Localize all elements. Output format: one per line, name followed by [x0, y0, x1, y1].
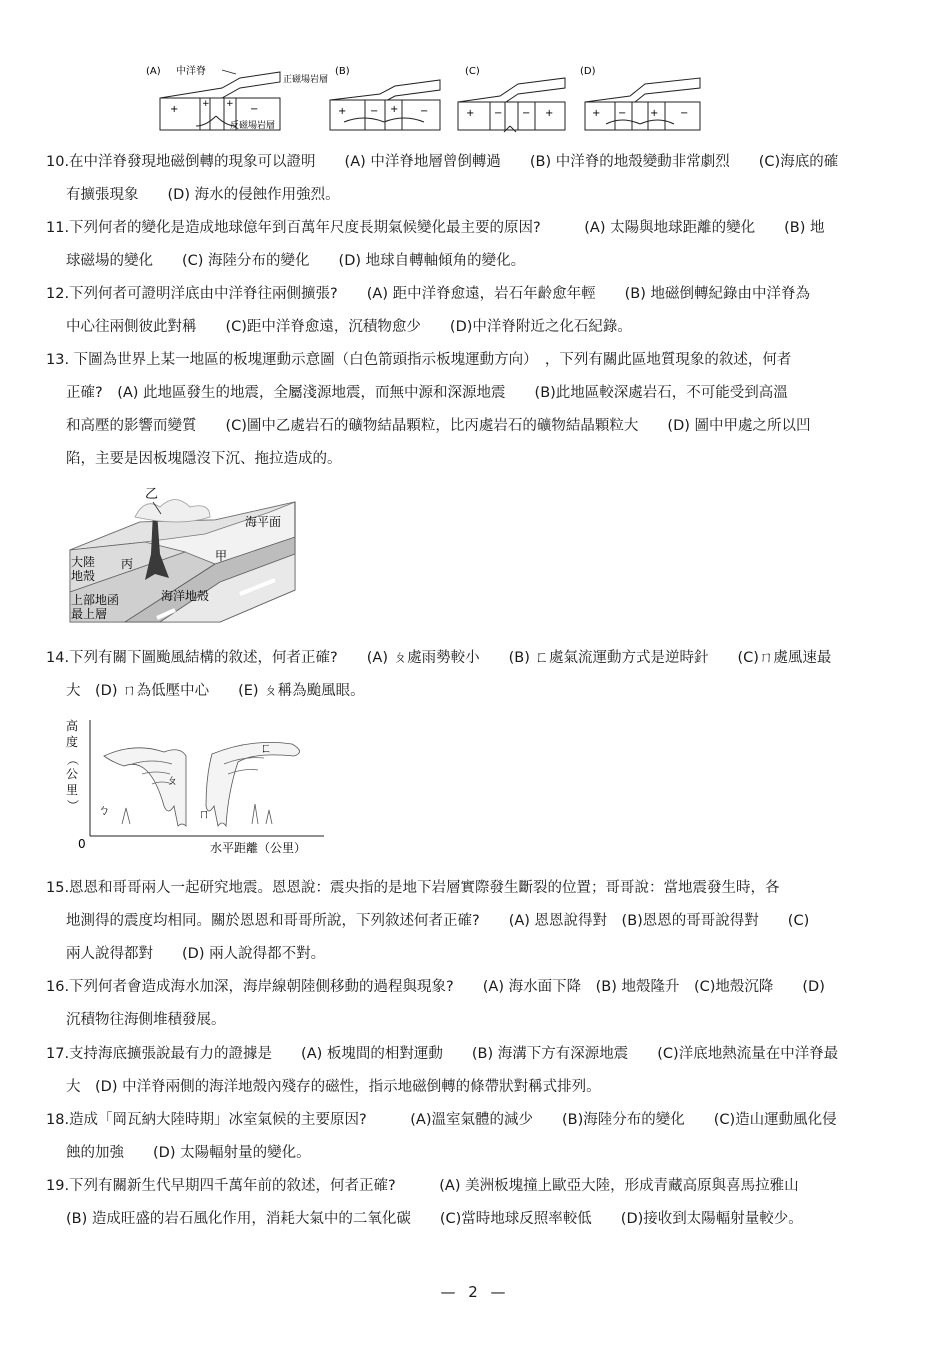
question-10-line-2: 有擴張現象 (D) 海水的侵蝕作用強烈。: [66, 187, 340, 203]
svg-text:+: +: [466, 108, 475, 119]
panel-d-diagram: [580, 66, 700, 130]
question-12-line-2: 中心往兩側彼此對稱 (C)距中洋脊愈遠，沉積物愈少 (D)中洋脊附近之化石紀錄。: [66, 319, 632, 335]
question-10: [46, 146, 910, 212]
question-16: [46, 971, 910, 1037]
svg-text:−: −: [680, 108, 689, 119]
typhoon-label-bo: ㄅ: [98, 803, 111, 817]
question-15-line-2: 地測得的震度均相同。關於恩恩和哥哥所說，下列敘述何者正確? (A) 恩恩說得對 (B)恩恩的哥哥說得對 (C): [66, 913, 810, 929]
typhoon-xlabel: 水平距離（公里）: [210, 841, 307, 855]
question-11-line-2: 球磁場的變化 (C) 海陸分布的變化 (D) 地球自轉軸傾角的變化。: [66, 253, 526, 269]
svg-text:公: 公: [66, 767, 79, 781]
svg-text:+: +: [202, 99, 210, 109]
label-sea-level: 海平面: [245, 515, 282, 529]
question-13: [46, 344, 910, 476]
typhoon-label-po: ㄆ: [166, 773, 179, 787]
question-10-line-1: 10.在中洋脊發現地磁倒轉的現象可以證明 (A) 中洋脊地層曾倒轉過 (B) 中洋脊的地殼變動非常劇烈 (C)海底的確: [46, 154, 839, 170]
question-17: [46, 1038, 910, 1104]
reverse-polarity-label: 反磁場岩層: [230, 121, 276, 131]
panel-d-label: (D): [580, 66, 596, 77]
svg-text:+: +: [226, 99, 234, 109]
typhoon-origin: 0: [78, 837, 86, 851]
svg-text:+: +: [545, 108, 554, 119]
panel-a-label: (A): [146, 66, 161, 77]
question-13-line-4: 陷，主要是因板塊隱沒下沉、拖拉造成的。: [66, 451, 342, 467]
panel-b-diagram: [330, 66, 440, 130]
svg-text:−: −: [618, 108, 627, 119]
question-18: [46, 1104, 910, 1170]
svg-text:−: −: [370, 106, 379, 117]
panel-a-diagram: [146, 64, 328, 131]
svg-text:−: −: [522, 108, 531, 119]
svg-text:+: +: [650, 108, 659, 119]
panel-c-label: (C): [465, 66, 480, 77]
svg-text:+: +: [592, 108, 601, 119]
question-12: [46, 278, 910, 344]
normal-polarity-label: 正磁場岩層: [283, 75, 329, 85]
mid-ocean-ridge-label: 中洋脊: [176, 66, 206, 77]
page-number: — 2 —: [440, 1283, 510, 1301]
seafloor-spreading-figure: [140, 60, 720, 135]
label-yi: 乙: [145, 487, 159, 502]
svg-text:︵: ︵: [67, 753, 80, 767]
question-16-line-2: 沉積物往海側堆積發展。: [66, 1012, 226, 1028]
question-18-line-1: 18.造成「岡瓦納大陸時期」冰室氣候的主要原因? (A)溫室氣體的減少 (B)海陸分布的變化 (C)造山運動風化侵: [46, 1112, 837, 1128]
svg-text:−: −: [250, 104, 259, 115]
question-16-line-1: 16.下列何者會造成海水加深，海岸線朝陸側移動的過程與現象? (A) 海水面下降 (B) 地殼隆升 (C)地殼沉降 (D): [46, 979, 825, 995]
question-19-line-1: 19.下列有關新生代早期四千萬年前的敘述，何者正確? (A) 美洲板塊撞上歐亞大陸，形成青藏高原與喜馬拉雅山: [46, 1178, 799, 1194]
typhoon-label-fo: ㄈ: [260, 741, 273, 755]
question-13-line-2: 正確? (A) 此地區發生的地震，全屬淺源地震，而無中源和深源地震 (B)此地區較深處岩石，不可能受到高溫: [66, 385, 788, 401]
question-15-line-1: 15.恩恩和哥哥兩人一起研究地震。恩恩說：震央指的是地下岩層實際發生斷裂的位置；哥哥說：當地震發生時，各: [46, 880, 780, 896]
label-continental-crust: 大陸地殼: [71, 555, 96, 583]
question-14-line-2: 大 (D) ㄇ為低壓中心 (E) ㄆ稱為颱風眼。: [66, 683, 365, 699]
question-11-line-1: 11.下列何者的變化是造成地球億年到百萬年尺度長期氣候變化最主要的原因? (A) 太陽與地球距離的變化 (B) 地: [46, 220, 825, 236]
svg-text:高: 高: [66, 719, 79, 733]
label-mantle: 上部地函最上層: [71, 593, 120, 621]
svg-text:+: +: [170, 104, 179, 115]
question-18-line-2: 蝕的加強 (D) 太陽輻射量的變化。: [66, 1145, 311, 1161]
question-19-line-2: (B) 造成旺盛的岩石風化作用，消耗大氣中的二氧化碳 (C)當時地球反照率較低 (D)接收到太陽輻射量較少。: [66, 1211, 803, 1227]
panel-b-label: (B): [335, 66, 350, 77]
typhoon-ylabel: [66, 718, 79, 813]
question-13-line-1: 13. 下圖為世界上某一地區的板塊運動示意圖（白色箭頭指示板塊運動方向） ，下列有關此區地質現象的敘述，何者: [46, 352, 792, 368]
question-15-line-3: 兩人說得都對 (D) 兩人說得都不對。: [66, 946, 326, 962]
question-17-line-2: 大 (D) 中洋脊兩側的海洋地殼內殘存的磁性，指示地磁倒轉的條帶狀對稱式排列。: [66, 1079, 601, 1095]
svg-text:度: 度: [66, 735, 79, 749]
label-jia: 甲: [215, 549, 228, 563]
question-13-line-3: 和高壓的影響而變質 (C)圖中乙處岩石的礦物結晶顆粒，比丙處岩石的礦物結晶顆粒大 (D) 圖中甲處之所以凹: [66, 418, 811, 434]
question-14: [46, 642, 910, 708]
question-11: [46, 212, 910, 278]
plate-subduction-figure: [65, 482, 300, 627]
question-12-line-1: 12.下列何者可證明洋底由中洋脊往兩側擴張? (A) 距中洋脊愈遠，岩石年齡愈年輕 (B) 地磁倒轉紀錄由中洋脊為: [46, 286, 810, 302]
svg-text:+: +: [390, 104, 399, 115]
label-bing: 丙: [121, 557, 134, 571]
svg-text:−: −: [494, 108, 503, 119]
question-17-line-1: 17.支持海底擴張說最有力的證據是 (A) 板塊間的相對運動 (B) 海溝下方有深源地震 (C)洋底地熱流量在中洋脊最: [46, 1046, 839, 1062]
typhoon-structure-figure: [62, 714, 332, 864]
label-oceanic-crust: 海洋地殼: [161, 589, 210, 603]
svg-text:里: 里: [66, 783, 79, 797]
svg-text:︶: ︶: [67, 799, 80, 813]
question-14-line-1: 14.下列有關下圖颱風結構的敘述，何者正確? (A) ㄆ處雨勢較小 (B) ㄈ處氣流運動方式是逆時針 (C)ㄇ處風速最: [46, 650, 832, 666]
question-19: [46, 1170, 910, 1236]
panel-c-diagram: [458, 66, 565, 132]
svg-text:+: +: [338, 106, 347, 117]
question-15: [46, 872, 910, 971]
svg-text:−: −: [420, 106, 429, 117]
typhoon-label-mo: ㄇ: [198, 807, 211, 821]
